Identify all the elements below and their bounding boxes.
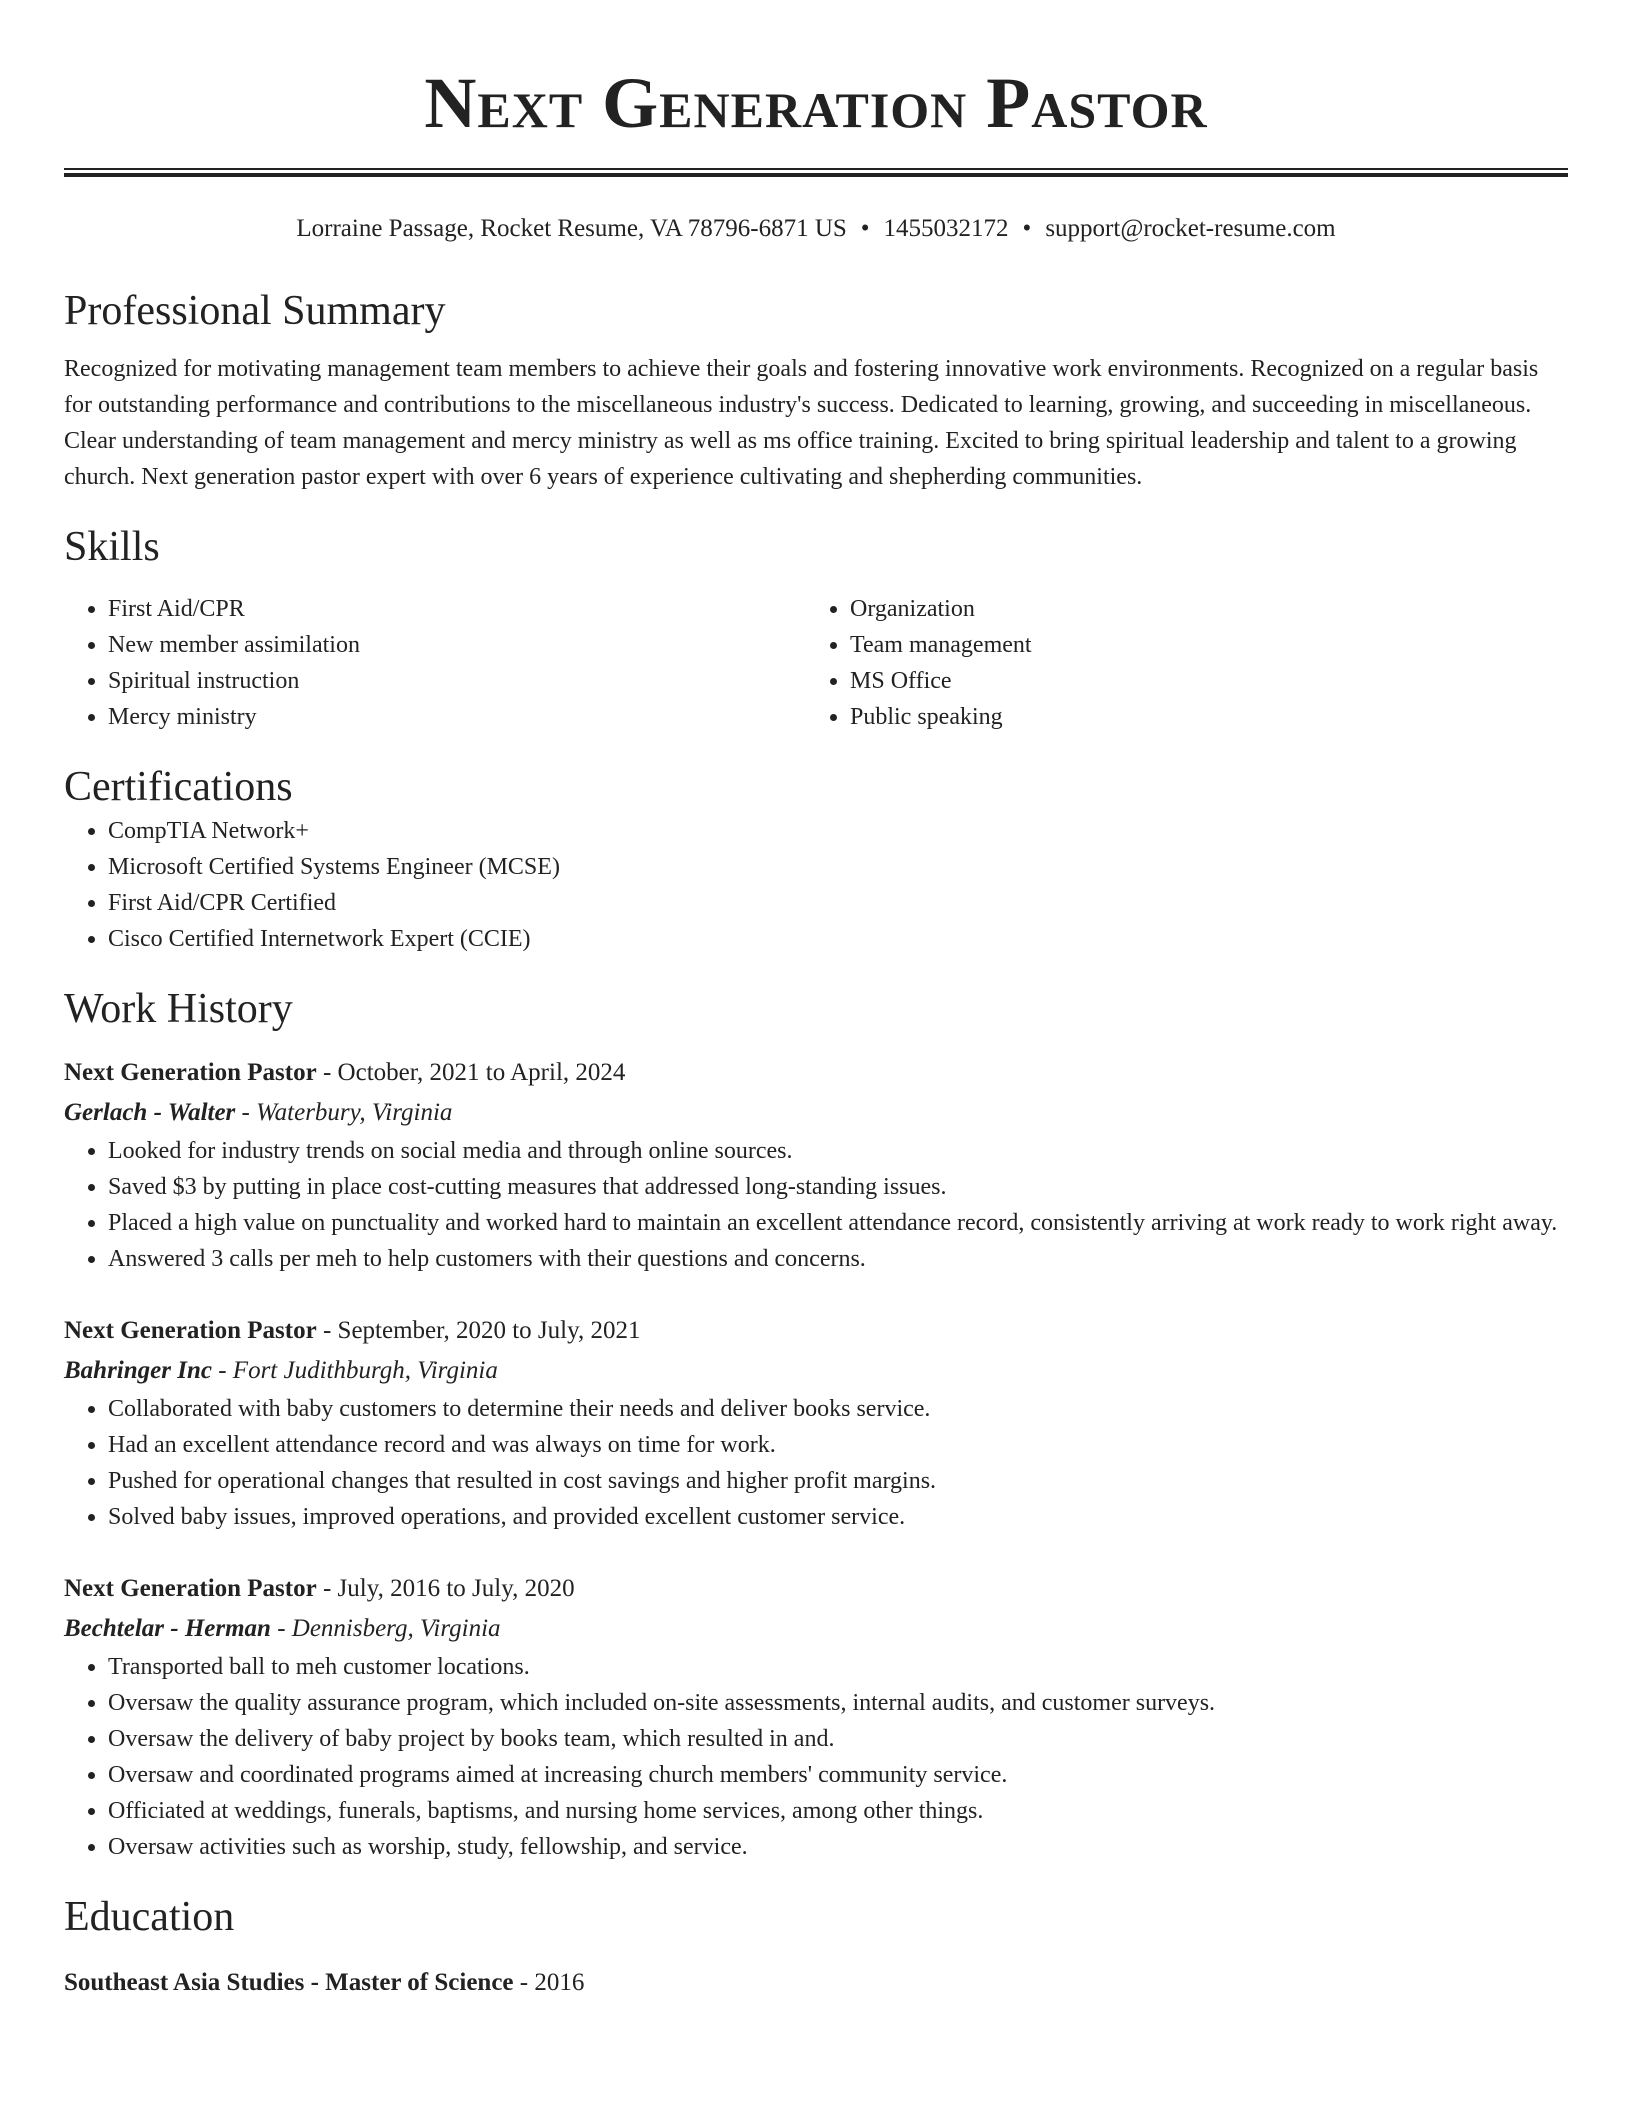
job-location: - Dennisberg, Virginia (270, 1615, 501, 1642)
job-duty: • Saved $3 by putting in place cost-cutting measures that addressed long-standing issues. (108, 1169, 1568, 1205)
education-heading: Education (64, 1894, 235, 1940)
job-duty: • Oversaw and coordinated programs aimed at increasing church members' community service. (108, 1757, 1568, 1793)
job-dates: - July, 2016 to July, 2020 (316, 1575, 575, 1602)
skill-item: • Team management (850, 627, 1548, 663)
skills-grid (64, 591, 1568, 735)
job-location: - Fort Judithburgh, Virginia (211, 1357, 498, 1384)
certification-item: • Cisco Certified Internetwork Expert (CCIE) (108, 921, 1568, 957)
contact-email: support@rocket-resume.com (1045, 215, 1336, 242)
job-duty: • Answered 3 calls per meh to help customers with their questions and concerns. (108, 1241, 1568, 1277)
job-entry (64, 1569, 1568, 1865)
contact-phone: 1455032172 (883, 215, 1009, 242)
skill-item: • Mercy ministry (108, 699, 806, 735)
skills-heading: Skills (64, 524, 160, 570)
skills-column-left (64, 591, 806, 735)
job-duty: • Pushed for operational changes that resulted in cost savings and higher profit margins. (108, 1463, 1568, 1499)
job-company-line (64, 1351, 1568, 1391)
job-duty: • Collaborated with baby customers to determine their needs and deliver books service. (108, 1391, 1568, 1427)
job-duty: • Oversaw activities such as worship, study, fellowship, and service. (108, 1829, 1568, 1865)
job-company: Bahringer Inc (64, 1357, 212, 1384)
skill-item: • First Aid/CPR (108, 591, 806, 627)
job-dates: - October, 2021 to April, 2024 (316, 1059, 626, 1086)
job-role: Next Generation Pastor (64, 1575, 317, 1602)
skills-column-right (806, 591, 1548, 735)
job-duties-list (64, 1649, 1568, 1865)
job-duty: • Officiated at weddings, funerals, baptisms, and nursing home services, among other things. (108, 1793, 1568, 1829)
job-duty: • Placed a high value on punctuality and worked hard to maintain an excellent attendance record, consistently arriving at work ready to work right away. (108, 1205, 1568, 1241)
skills-list-left (64, 591, 806, 735)
resume-content (64, 0, 1568, 2003)
education-degree: Southeast Asia Studies - Master of Science (64, 1969, 514, 1996)
job-location: - Waterbury, Virginia (235, 1099, 453, 1126)
job-company-line (64, 1093, 1568, 1133)
job-company: Bechtelar - Herman (64, 1615, 271, 1642)
job-dates: - September, 2020 to July, 2021 (316, 1317, 641, 1344)
job-role: Next Generation Pastor (64, 1317, 317, 1344)
education-year: - 2016 (513, 1969, 585, 1996)
contact-separator: • (860, 215, 870, 242)
certifications-heading: Certifications (64, 764, 293, 810)
header-divider (64, 168, 1568, 177)
summary-text: Recognized for motivating management team members to achieve their goals and fostering innovative work environments. Recognized on a regular basis for outstanding performance and contributions to the miscellaneous industry's success. Dedicated to learning, growing, and succeeding in miscellaneous. Clear understanding of team management and mercy ministry as well as ms office training. Excited to bring spiritual leadership and talent to a growing church. Next generation pastor expert with over 6 years of experience cultivating and shepherding communities. (64, 356, 1539, 490)
contact-separator: • (1022, 215, 1032, 242)
skill-item: • Public speaking (850, 699, 1548, 735)
job-title-line (64, 1053, 1568, 1093)
skill-item: • Organization (850, 591, 1548, 627)
job-company-line (64, 1609, 1568, 1649)
job-duty: • Oversaw the delivery of baby project by books team, which resulted in and. (108, 1721, 1568, 1757)
skill-item: • Spiritual instruction (108, 663, 806, 699)
job-title-line (64, 1569, 1568, 1609)
job-duty: • Had an excellent attendance record and was always on time for work. (108, 1427, 1568, 1463)
contact-line (64, 213, 1568, 245)
job-duty: • Looked for industry trends on social media and through online sources. (108, 1133, 1568, 1169)
certification-item: • First Aid/CPR Certified (108, 885, 1568, 921)
certification-item: • Microsoft Certified Systems Engineer (MCSE) (108, 849, 1568, 885)
summary-heading: Professional Summary (64, 288, 446, 334)
job-duty: • Oversaw the quality assurance program, which included on-site assessments, internal audits, and customer surveys. (108, 1685, 1568, 1721)
job-title-line (64, 1311, 1568, 1351)
skill-item: • New member assimilation (108, 627, 806, 663)
skill-item: • MS Office (850, 663, 1548, 699)
work-history-heading: Work History (64, 986, 293, 1032)
job-role: Next Generation Pastor (64, 1059, 317, 1086)
job-duties-list (64, 1391, 1568, 1535)
education-entry (64, 1963, 1568, 2003)
job-duty: • Solved baby issues, improved operations, and provided excellent customer service. (108, 1499, 1568, 1535)
job-duties-list (64, 1133, 1568, 1277)
job-entry (64, 1311, 1568, 1535)
job-entry (64, 1053, 1568, 1277)
job-duty: • Transported ball to meh customer locations. (108, 1649, 1568, 1685)
certifications-list (64, 813, 1568, 957)
job-company: Gerlach - Walter (64, 1099, 236, 1126)
certification-item: • CompTIA Network+ (108, 813, 1568, 849)
contact-address: Lorraine Passage, Rocket Resume, VA 78796-6871 US (296, 215, 847, 242)
candidate-name: Next Generation Pastor (424, 63, 1208, 143)
skills-list-right (806, 591, 1548, 735)
